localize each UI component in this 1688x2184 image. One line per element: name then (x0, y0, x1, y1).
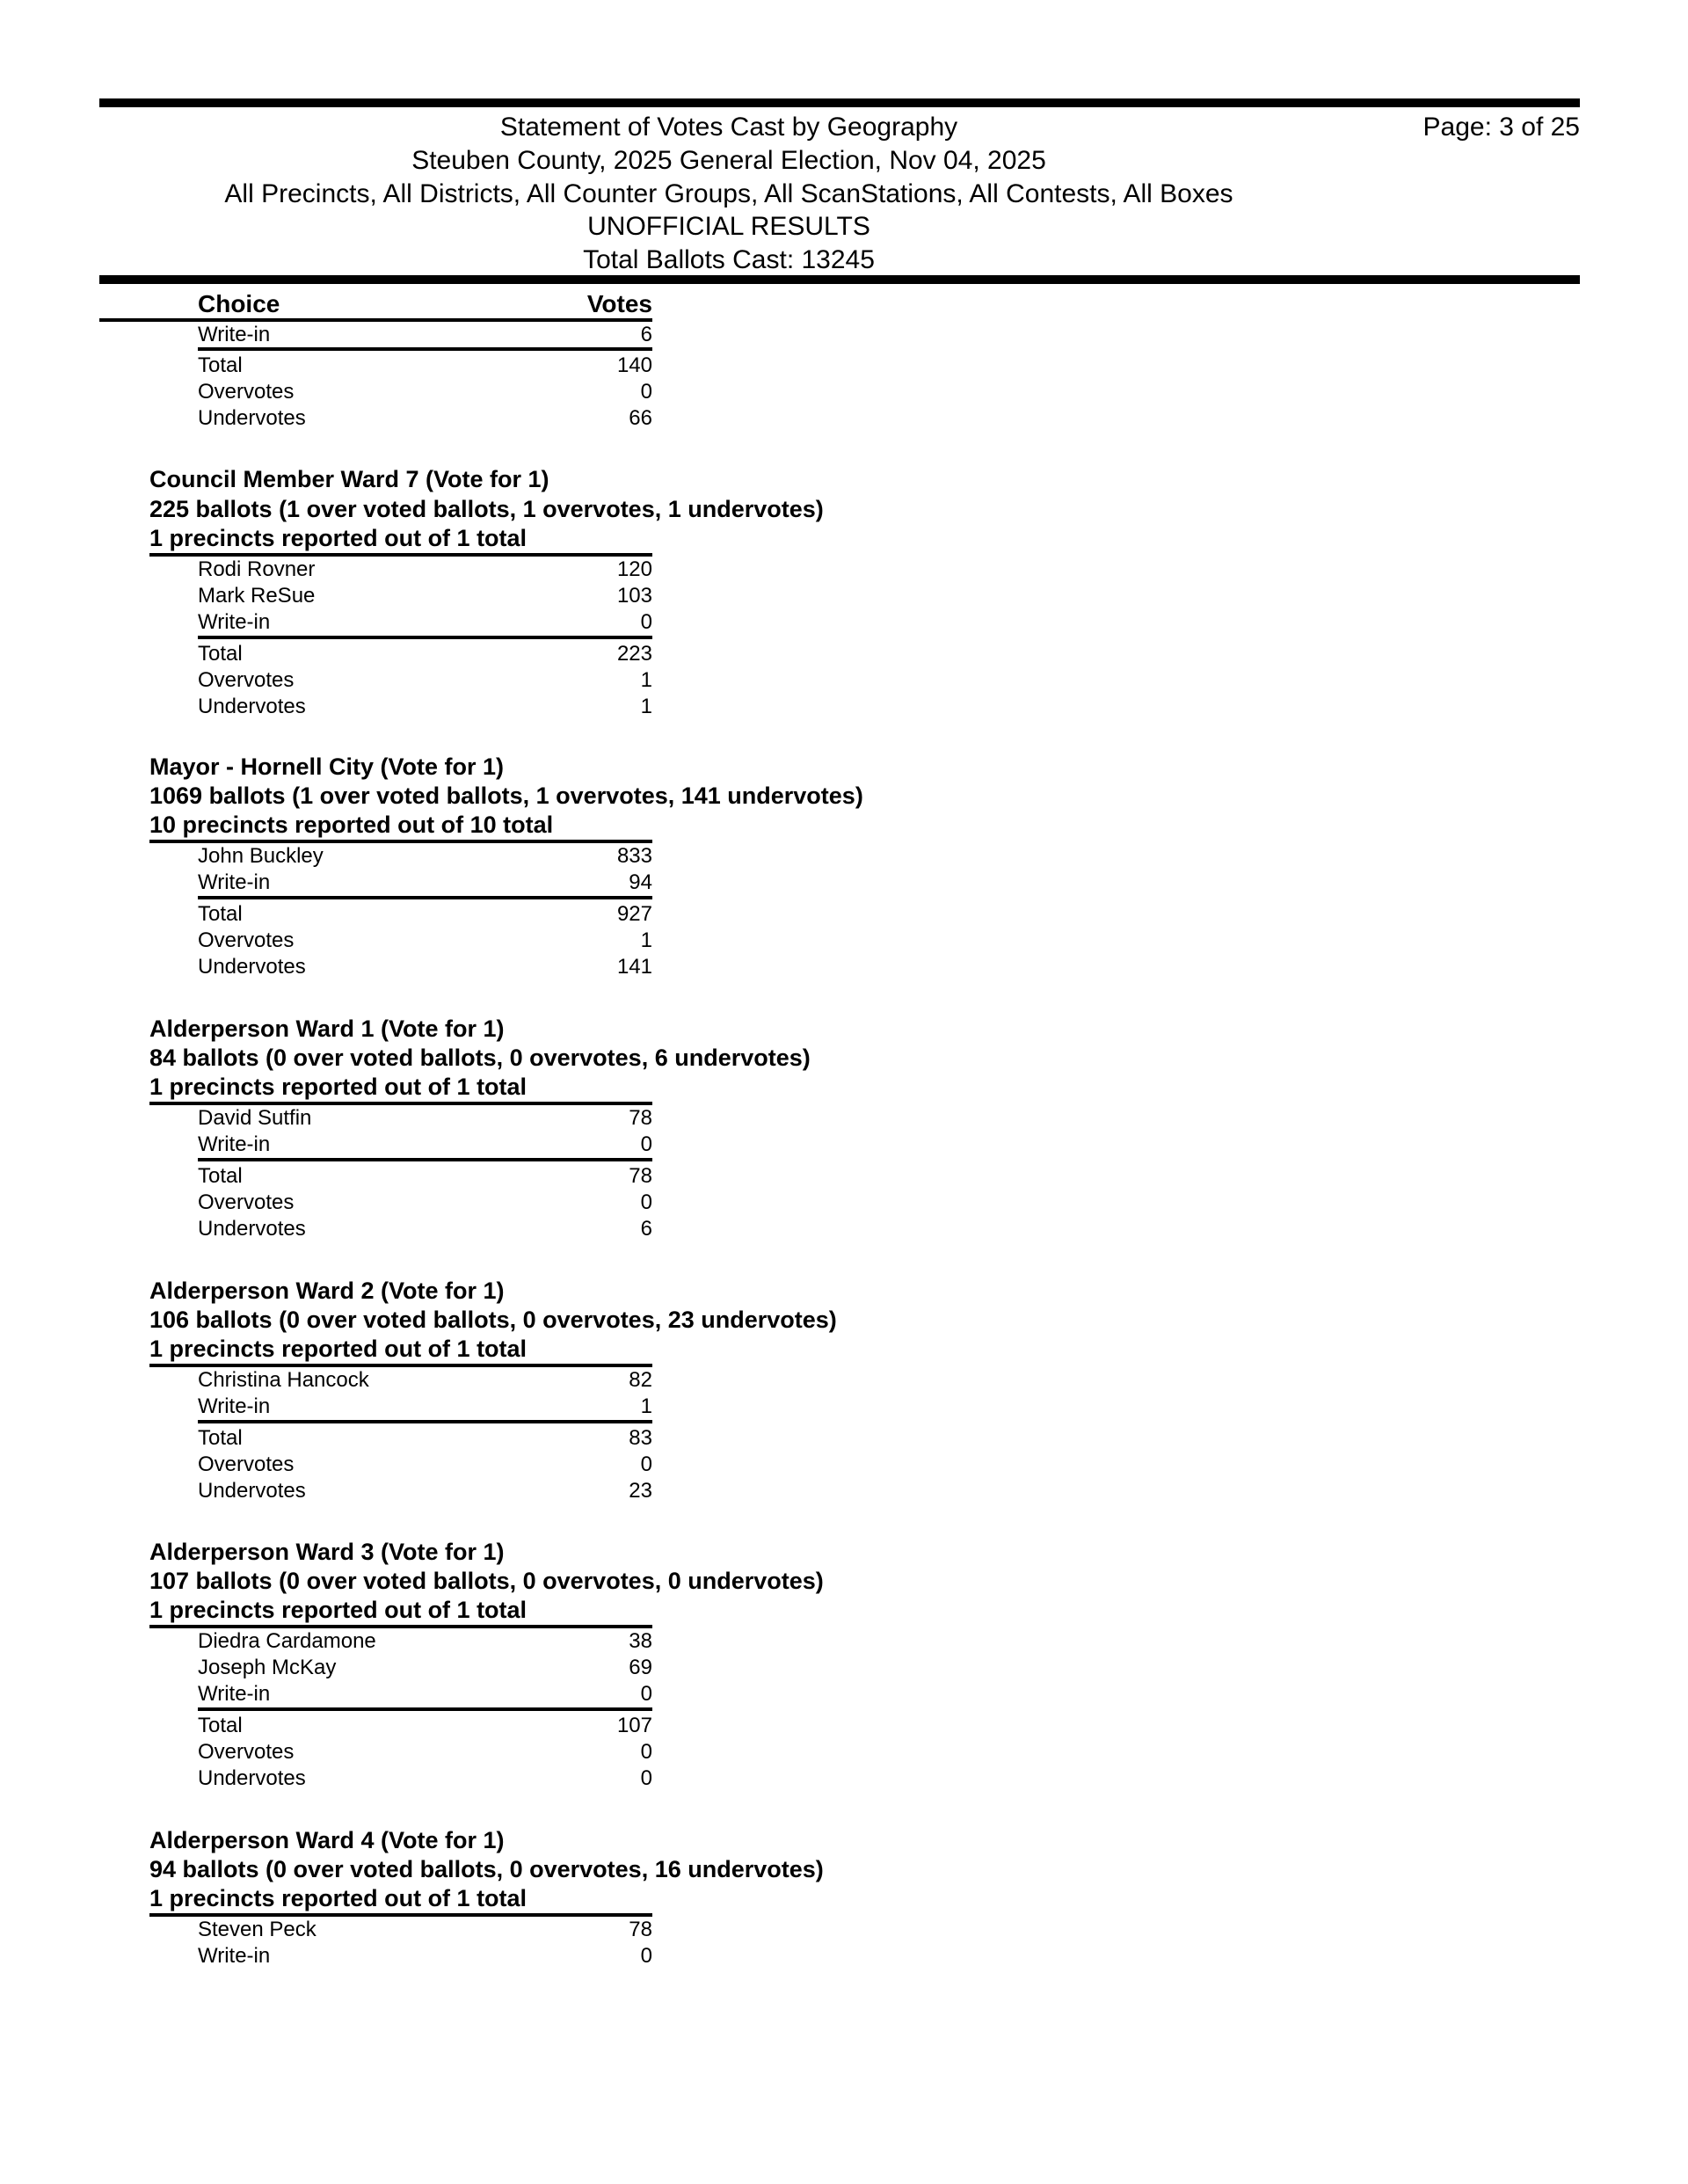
choice-row (198, 1105, 652, 1132)
total-value: 140 (616, 353, 652, 377)
choice-label: Write-in (198, 610, 271, 634)
choice-votes: 833 (616, 844, 652, 868)
subtotal-rule (198, 1707, 652, 1711)
overvotes-row (198, 1739, 652, 1765)
total-value: 83 (629, 1426, 652, 1450)
choice-row (198, 609, 652, 636)
undervotes-value: 66 (629, 406, 652, 430)
contest-precincts-reported: 1 precincts reported out of 1 total (149, 525, 528, 551)
choice-label: Rodi Rovner (198, 557, 316, 581)
choice-row (198, 1628, 652, 1655)
total-row (198, 1163, 652, 1190)
total-row (198, 353, 652, 379)
choice-row (198, 1394, 652, 1420)
subtotal-rule (198, 1158, 652, 1161)
overvotes-label: Overvotes (198, 1740, 295, 1764)
overvotes-label: Overvotes (198, 668, 295, 692)
undervotes-row (198, 1765, 652, 1792)
undervotes-row (198, 1216, 652, 1242)
overvotes-label: Overvotes (198, 928, 295, 952)
total-row (198, 1425, 652, 1452)
subtotal-rule (198, 636, 652, 639)
undervotes-row (198, 405, 652, 432)
undervotes-value: 141 (616, 955, 652, 979)
choice-votes: 38 (629, 1629, 652, 1653)
choice-row (198, 843, 652, 870)
overvotes-label: Overvotes (198, 1452, 295, 1476)
overvotes-label: Overvotes (198, 380, 295, 404)
undervotes-row (198, 954, 652, 980)
contest-ballots-summary: 84 ballots (0 over voted ballots, 0 overvotes, 6 undervotes) (149, 1045, 811, 1071)
overvotes-value: 0 (640, 1190, 652, 1214)
contest-precincts-reported: 10 precincts reported out of 10 total (149, 812, 554, 838)
total-value: 107 (616, 1714, 652, 1737)
undervotes-value: 1 (640, 695, 652, 718)
undervotes-value: 23 (629, 1479, 652, 1503)
contest-ballots-summary: 106 ballots (0 over voted ballots, 0 overvotes, 23 undervotes) (149, 1307, 837, 1333)
report-filters: All Precincts, All Districts, All Counter Groups, All ScanStations, All Contests, All Boxes (224, 179, 1233, 208)
choice-row (198, 557, 652, 583)
page-number: Page: 3 of 25 (1422, 113, 1580, 142)
header-bottom-rule (99, 275, 1580, 284)
choice-label: David Sutfin (198, 1106, 312, 1130)
total-label: Total (198, 902, 243, 926)
overvotes-value: 0 (640, 1452, 652, 1476)
total-row (198, 641, 652, 667)
choice-votes: 69 (629, 1656, 652, 1679)
contest-title: Alderperson Ward 1 (Vote for 1) (149, 1016, 505, 1042)
subtotal-rule (198, 347, 652, 351)
undervotes-label: Undervotes (198, 1217, 306, 1241)
subtotal-rule (198, 1420, 652, 1423)
choice-label: Christina Hancock (198, 1368, 369, 1392)
undervotes-label: Undervotes (198, 955, 306, 979)
contest-ballots-summary: 1069 ballots (1 over voted ballots, 1 overvotes, 141 undervotes) (149, 783, 863, 809)
choice-label: Steven Peck (198, 1918, 316, 1941)
contest-title: Alderperson Ward 3 (Vote for 1) (149, 1539, 505, 1565)
contest-precincts-reported: 1 precincts reported out of 1 total (149, 1597, 528, 1623)
contest-ballots-summary: 107 ballots (0 over voted ballots, 0 overvotes, 0 undervotes) (149, 1568, 824, 1594)
total-value: 927 (616, 902, 652, 926)
choice-row (198, 870, 652, 896)
undervotes-label: Undervotes (198, 1766, 306, 1790)
total-label: Total (198, 1714, 243, 1737)
undervotes-label: Undervotes (198, 1479, 306, 1503)
choice-votes: 78 (629, 1106, 652, 1130)
choice-label: Write-in (198, 1682, 271, 1706)
subtotal-rule (198, 896, 652, 899)
overvotes-row (198, 379, 652, 405)
contest-ballots-summary: 225 ballots (1 over voted ballots, 1 overvotes, 1 undervotes) (149, 496, 824, 522)
total-row (198, 1713, 652, 1739)
total-label: Total (198, 353, 243, 377)
contest-precincts-reported: 1 precincts reported out of 1 total (149, 1074, 528, 1100)
overvotes-row (198, 1452, 652, 1478)
undervotes-row (198, 1478, 652, 1504)
choice-row (198, 583, 652, 609)
choice-votes: 0 (640, 1682, 652, 1706)
choice-label: Write-in (198, 1394, 271, 1418)
choice-row (198, 1367, 652, 1394)
choice-label: Joseph McKay (198, 1656, 337, 1679)
choice-votes: 94 (629, 870, 652, 894)
choice-votes: 0 (640, 610, 652, 634)
choice-row (198, 1917, 652, 1943)
total-label: Total (198, 1426, 243, 1450)
overvotes-row (198, 667, 652, 694)
choice-votes: 78 (629, 1918, 652, 1941)
total-value: 78 (629, 1164, 652, 1188)
choice-label: Write-in (198, 1944, 271, 1968)
report-status: UNOFFICIAL RESULTS (587, 212, 870, 241)
choice-votes: 120 (616, 557, 652, 581)
choice-label: Write-in (198, 323, 271, 346)
contest-precincts-reported: 1 precincts reported out of 1 total (149, 1336, 528, 1362)
choice-label: Diedra Cardamone (198, 1629, 376, 1653)
contest-precincts-reported: 1 precincts reported out of 1 total (149, 1885, 528, 1911)
undervotes-label: Undervotes (198, 406, 306, 430)
choice-votes: 0 (640, 1944, 652, 1968)
contest-ballots-summary: 94 ballots (0 over voted ballots, 0 overvotes, 16 undervotes) (149, 1856, 824, 1882)
choice-votes: 6 (640, 323, 652, 346)
choice-label: Write-in (198, 870, 271, 894)
report-title: Statement of Votes Cast by Geography (499, 113, 958, 142)
choice-row (198, 322, 652, 348)
choice-row (198, 1681, 652, 1707)
undervotes-label: Undervotes (198, 695, 306, 718)
choice-row (198, 1943, 652, 1969)
choice-votes: 82 (629, 1368, 652, 1392)
overvotes-value: 1 (640, 668, 652, 692)
contest-title: Council Member Ward 7 (Vote for 1) (149, 466, 549, 492)
total-value: 223 (616, 642, 652, 666)
undervotes-value: 0 (640, 1766, 652, 1790)
overvotes-row (198, 928, 652, 954)
overvotes-label: Overvotes (198, 1190, 295, 1214)
total-ballots-cast: Total Ballots Cast: 13245 (583, 245, 875, 274)
overvotes-row (198, 1190, 652, 1216)
choice-votes: 103 (616, 584, 652, 608)
choice-row (198, 1132, 652, 1158)
choice-row (198, 1655, 652, 1681)
total-row (198, 901, 652, 928)
undervotes-value: 6 (640, 1217, 652, 1241)
overvotes-value: 1 (640, 928, 652, 952)
choice-votes: 0 (640, 1132, 652, 1156)
choice-label: Write-in (198, 1132, 271, 1156)
column-header-votes: Votes (586, 290, 652, 317)
choice-votes: 1 (640, 1394, 652, 1418)
contest-title: Alderperson Ward 4 (Vote for 1) (149, 1827, 505, 1853)
total-label: Total (198, 642, 243, 666)
overvotes-value: 0 (640, 380, 652, 404)
contest-title: Mayor - Hornell City (Vote for 1) (149, 753, 505, 780)
undervotes-row (198, 694, 652, 720)
choice-label: John Buckley (198, 844, 324, 868)
header-top-rule (99, 98, 1580, 107)
column-header-choice: Choice (198, 290, 280, 317)
total-label: Total (198, 1164, 243, 1188)
overvotes-value: 0 (640, 1740, 652, 1764)
report-subtitle: Steuben County, 2025 General Election, Nov 04, 2025 (411, 146, 1046, 175)
choice-label: Mark ReSue (198, 584, 316, 608)
contest-title: Alderperson Ward 2 (Vote for 1) (149, 1278, 505, 1304)
